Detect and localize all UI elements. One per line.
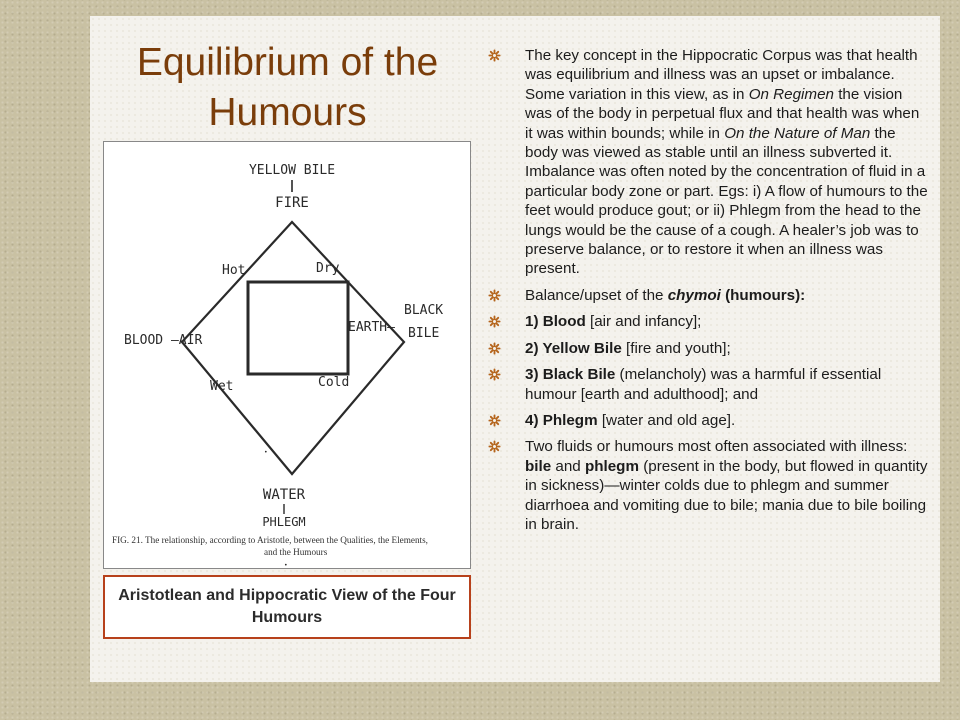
bullet-text-segment: phlegm — [584, 457, 639, 475]
slide-title-line-1: Equilibrium of the — [136, 41, 439, 84]
asterisk-flower-icon — [488, 440, 501, 453]
bullet-text-segment: the vision was of the body in perpetual flux and that health was when it was within bounds; while in — [525, 85, 920, 142]
label-wet: Wet — [210, 379, 234, 394]
label-yellow-bile: YELLOW BILE — [248, 163, 336, 178]
humours-diagram-image — [103, 141, 471, 569]
bullet-item — [486, 286, 930, 305]
bullet-text-segment: the body was viewed as stable until an illness subverted it. Imbalance was often noted by the concentration of fluid in a particular body zone or part. Egs: i) A flow of humours to the feet would produce gout; or ii) Phlegm from the head to the lungs would be the cause of a cough. A healer’s job was to preserve balance, or to restore it when an illness was present. — [525, 124, 928, 278]
bullet-text-segment: 3) Black Bile — [525, 366, 616, 384]
bullet-list — [486, 46, 930, 541]
figure-caption-line-2: and the Humours — [264, 547, 328, 557]
label-black: BLACK — [404, 303, 444, 318]
bullet-text-segment: 1) Blood — [525, 313, 586, 331]
bullet-text-segment: chymoi — [667, 286, 721, 304]
diagram-small-mark: • — [264, 449, 268, 456]
label-fire: FIRE — [275, 195, 309, 211]
bullet-text-segment: On Regimen — [748, 85, 834, 103]
qualities-square — [248, 282, 348, 374]
elements-rhombus — [182, 222, 404, 474]
bullet-text-segment: [water and old age]. — [597, 411, 736, 429]
bullet-text-segment: 4) Phlegm — [525, 411, 598, 429]
bullet-item — [486, 312, 930, 331]
slide-title — [100, 38, 475, 138]
bullet-text-segment: [air and infancy]; — [585, 313, 702, 331]
bullet-text-segment: [fire and youth]; — [621, 339, 731, 357]
bullet-text-segment: (present in the body, but flowed in quantity in sickness)—winter colds due to phlegm and summer diarrhoea and vomiting due to bile; mania due to bile boiling in brain. — [525, 457, 928, 533]
asterisk-flower-icon — [488, 342, 501, 355]
bullet-text-segment: The key concept in the Hippocratic Corpus was that health was equilibrium and illness was an upset or imbalance. Some variation in this view, as in — [525, 47, 918, 103]
humours-diagram — [104, 142, 470, 568]
label-earth: EARTH– — [348, 320, 395, 335]
asterisk-flower-icon — [488, 414, 501, 427]
slide-title-line-2: Humours — [208, 91, 367, 134]
bullet-item — [486, 46, 930, 279]
label-bile: BILE — [408, 326, 440, 341]
bullet-text-segment: On the Nature of Man — [724, 124, 871, 142]
bullet-text-segment: 2) Yellow Bile — [525, 339, 622, 357]
figure-caption-text: Aristotlean and Hippocratic View of the Four Humours — [118, 587, 456, 626]
label-blood-air: BLOOD –AIR — [124, 333, 203, 348]
bullet-item — [486, 339, 930, 358]
bullet-text-segment: (melancholy) was a harmful if essential humour [earth and adulthood]; and — [525, 366, 882, 403]
asterisk-flower-icon — [488, 49, 501, 62]
label-hot: Hot — [222, 263, 246, 278]
figure-caption-box — [103, 575, 471, 639]
asterisk-flower-icon — [488, 368, 501, 381]
bullet-text-segment: (humours): — [720, 286, 806, 304]
bullet-item — [486, 365, 930, 404]
label-dry: Dry — [316, 261, 340, 276]
bullet-text-segment: Two fluids or humours most often associated with illness: — [525, 438, 908, 456]
bullet-text-segment: Balance/upset of the — [525, 286, 668, 304]
bullet-item — [486, 437, 930, 534]
figure-dot: • — [284, 562, 288, 568]
asterisk-flower-icon — [488, 315, 501, 328]
bullet-text-segment: and — [551, 457, 585, 475]
label-phlegm: PHLEGM — [262, 515, 306, 529]
label-cold: Cold — [318, 375, 350, 390]
bullet-item — [486, 411, 930, 430]
bullet-text-segment: bile — [525, 457, 552, 475]
asterisk-flower-icon — [488, 289, 501, 302]
figure-caption-line-1: FIG. 21. The relationship, according to Aristotle, between the Qualities, the Elements, — [112, 535, 428, 545]
label-water: WATER — [262, 487, 306, 503]
